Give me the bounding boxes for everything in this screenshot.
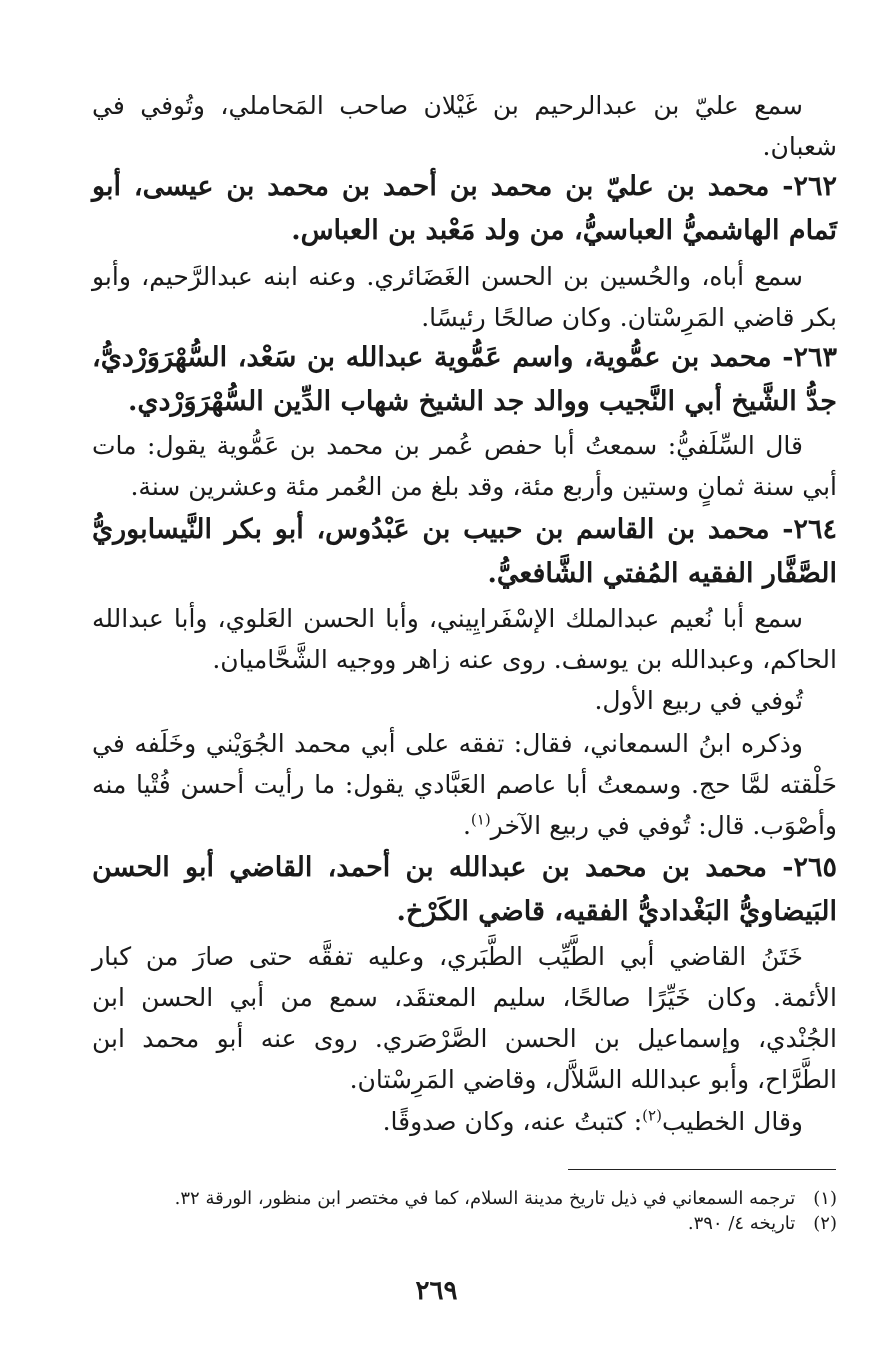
footnote-ref-2[interactable]: (٢) (642, 1106, 662, 1125)
entry-264-heading (92, 508, 837, 596)
heading-text: ٢٦٥- محمد بن محمد بن عبدالله بن أحمد، القاضي أبو الحسن البَيضاويُّ البَغْداديُّ الفقيه، قاضي الكَرْخ. (92, 852, 837, 927)
footnote-2 (92, 1211, 837, 1236)
entry-264-paragraph-1 (92, 598, 837, 680)
entry-264-paragraph-2 (92, 680, 837, 721)
paragraph-tail: : كتبتُ عنه، وكان صدوقًا. (382, 1107, 643, 1136)
paragraph-text: وذكره ابنُ السمعاني، فقال: تفقه على أبي محمد الجُوَيْني وخَلَفه في حَلْقته لمَّا حج. وسمعتُ أبا عاصم العَبَّادي يقول: ما رأيت أحسن فُتْيا منه وأصْوَب. قال: تُوفي في ربيع الآخر (92, 729, 837, 840)
paragraph-text: وقال الخطيب (661, 1107, 803, 1136)
paragraph-text: سمع عليّ بن عبدالرحيم بن غَيْلان صاحب المَحاملي، وتُوفي في شعبان. (92, 91, 837, 161)
page-number: ٢٦٩ (415, 1276, 458, 1306)
heading-text: ٢٦٤- محمد بن القاسم بن حبيب بن عَبْدُوس، أبو بكر النَّيسابوريُّ الصَّفَّار الفقيه المُفتي الشَّافعيُّ. (92, 514, 837, 589)
footnote-1 (92, 1186, 837, 1211)
paragraph-text: سمع أبا نُعيم عبدالملك الإسْفَرايِيني، وأبا الحسن العَلوي، وأبا عبدالله الحاكم، وعبدالله بن يوسف. روى عنه زاهر ووجيه الشَّحَّاميان. (92, 604, 837, 674)
footnote-text: تاريخه ٤/ ٣٩٠. (687, 1213, 796, 1234)
footnotes (92, 1186, 837, 1236)
entry-265-heading (92, 846, 837, 934)
footnote-number: (١) (813, 1188, 837, 1209)
entry-263-heading (92, 336, 837, 424)
entry-262-paragraph (92, 256, 837, 338)
footnote-text: ترجمه السمعاني في ذيل تاريخ مدينة السلام، كما في مختصر ابن منظور، الورقة ٣٢. (174, 1188, 796, 1209)
entry-264-paragraph-3 (92, 723, 837, 846)
heading-text: ٢٦٢- محمد بن عليّ بن محمد بن أحمد بن محمد بن عيسى، أبو تَمام الهاشميُّ العباسيُّ، من ولد مَعْبد بن العباس. (92, 171, 837, 246)
paragraph-text: تُوفي في ربيع الأول. (594, 686, 803, 715)
paragraph-text: قال السِّلَفيُّ: سمعتُ أبا حفص عُمر بن محمد بن عَمُّوية يقول: مات أبي سنة ثمانٍ وستين وأربع مئة، وقد بلغ من العُمر مئة وعشرين سنة. (92, 431, 837, 501)
entry-261-continuation (92, 85, 837, 167)
paragraph-text: خَتَنُ القاضي أبي الطَّيِّب الطَّبَري، وعليه تفقَّه حتى صارَ من كبار الأئمة. وكان خَيِّرًا صالحًا، سليم المعتقَد، سمع من أبي الحسن ابن الجُنْدي، وإسماعيل بن الحسن الصَّرْصَري. روى عنه أبو محمد ابن الطَّرَّاح، وأبو عبدالله السَّلاَّل، وقاضي المَرِسْتان. (92, 942, 837, 1094)
footnote-ref-1[interactable]: (١) (470, 810, 491, 829)
entry-265-paragraph-1 (92, 936, 837, 1100)
paragraph-text: سمع أباه، والحُسين بن الحسن الغَضَائري. وعنه ابنه عبدالرَّحيم، وأبو بكر قاضي المَرِسْتان. وكان صالحًا رئيسًا. (92, 262, 837, 332)
heading-text: ٢٦٣- محمد بن عمُّوية، واسم عَمُّوية عبدالله بن سَعْد، السُّهْرَوَرْديُّ، جدُّ الشَّيخ أبي النَّجيب ووالد جد الشيخ شهاب الدِّين السُّهْرَوَرْدي. (92, 342, 837, 417)
footnote-divider (568, 1169, 836, 1170)
footnote-number: (٢) (813, 1213, 837, 1234)
period: . (462, 811, 471, 840)
entry-262-heading (92, 165, 837, 253)
entry-263-paragraph (92, 425, 837, 507)
entry-265-paragraph-2 (92, 1101, 837, 1142)
